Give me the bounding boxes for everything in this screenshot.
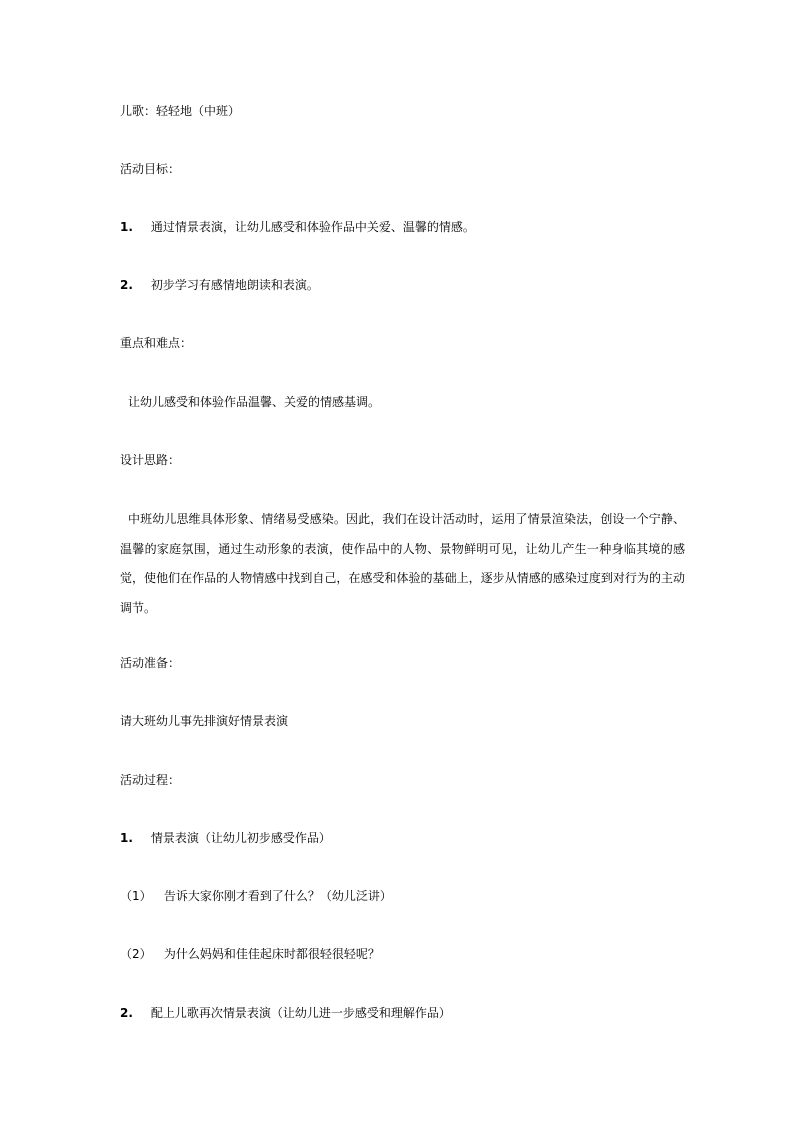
sub-item-text: 为什么妈妈和佳佳起床时都很轻很轻呢？ bbox=[163, 947, 380, 961]
design-heading bbox=[120, 452, 180, 468]
sub-item-text: 告诉大家你刚才看到了什么？（幼儿泛讲） bbox=[163, 889, 392, 903]
goal-item-1 bbox=[120, 219, 475, 235]
key-points-heading-text: 重点和难点： bbox=[120, 336, 193, 350]
process-step-number: 2. bbox=[120, 1006, 133, 1020]
goal-item-2 bbox=[120, 277, 319, 293]
design-paragraph: 中班幼儿思维具体形象、情绪易受感染。因此，我们在设计活动时，运用了情景渲染法，创设一个宁静、温馨的家庭氛围，通过生动形象的表演，使作品中的人物、景物鲜明可见，让幼儿产生一种身临其境的感觉，使他们在作品的人物情感中找到自己，在感受和体验的基础上，逐步从情感的感染过度到对行为的主动调节。 bbox=[120, 512, 685, 615]
design-heading-text: 设计思路： bbox=[120, 453, 181, 467]
goals-heading-text: 活动目标： bbox=[120, 162, 181, 176]
goals-heading bbox=[120, 161, 180, 177]
preparation-heading-text: 活动准备： bbox=[120, 656, 181, 670]
document-title-text: 儿歌：轻轻地（中班） bbox=[120, 104, 241, 118]
goal-item-number: 1. bbox=[120, 220, 133, 234]
process-sub-item-2 bbox=[120, 946, 380, 962]
preparation-heading bbox=[120, 655, 180, 671]
goal-item-text: 通过情景表演，让幼儿感受和体验作品中关爱、温馨的情感。 bbox=[150, 220, 475, 234]
process-heading bbox=[120, 772, 180, 788]
key-points-text bbox=[128, 394, 380, 410]
sub-item-number: （2） bbox=[120, 947, 152, 961]
goal-item-number: 2. bbox=[120, 278, 133, 292]
sub-item-number: （1） bbox=[120, 889, 152, 903]
process-step-2 bbox=[120, 1005, 451, 1021]
process-step-text: 情景表演（让幼儿初步感受作品） bbox=[150, 831, 331, 845]
key-points-heading bbox=[120, 335, 192, 351]
process-step-1 bbox=[120, 830, 331, 846]
preparation-body: 请大班幼儿事先排演好情景表演 bbox=[120, 714, 289, 728]
process-sub-item-1 bbox=[120, 888, 392, 904]
process-step-text: 配上儿歌再次情景表演（让幼儿进一步感受和理解作品） bbox=[150, 1006, 451, 1020]
key-points-body: 让幼儿感受和体验作品温馨、关爱的情感基调。 bbox=[128, 395, 381, 409]
process-step-number: 1. bbox=[120, 831, 133, 845]
document-title bbox=[120, 103, 240, 119]
preparation-text bbox=[120, 713, 288, 729]
process-heading-text: 活动过程： bbox=[120, 773, 181, 787]
goal-item-text: 初步学习有感情地朗读和表演。 bbox=[150, 278, 319, 292]
